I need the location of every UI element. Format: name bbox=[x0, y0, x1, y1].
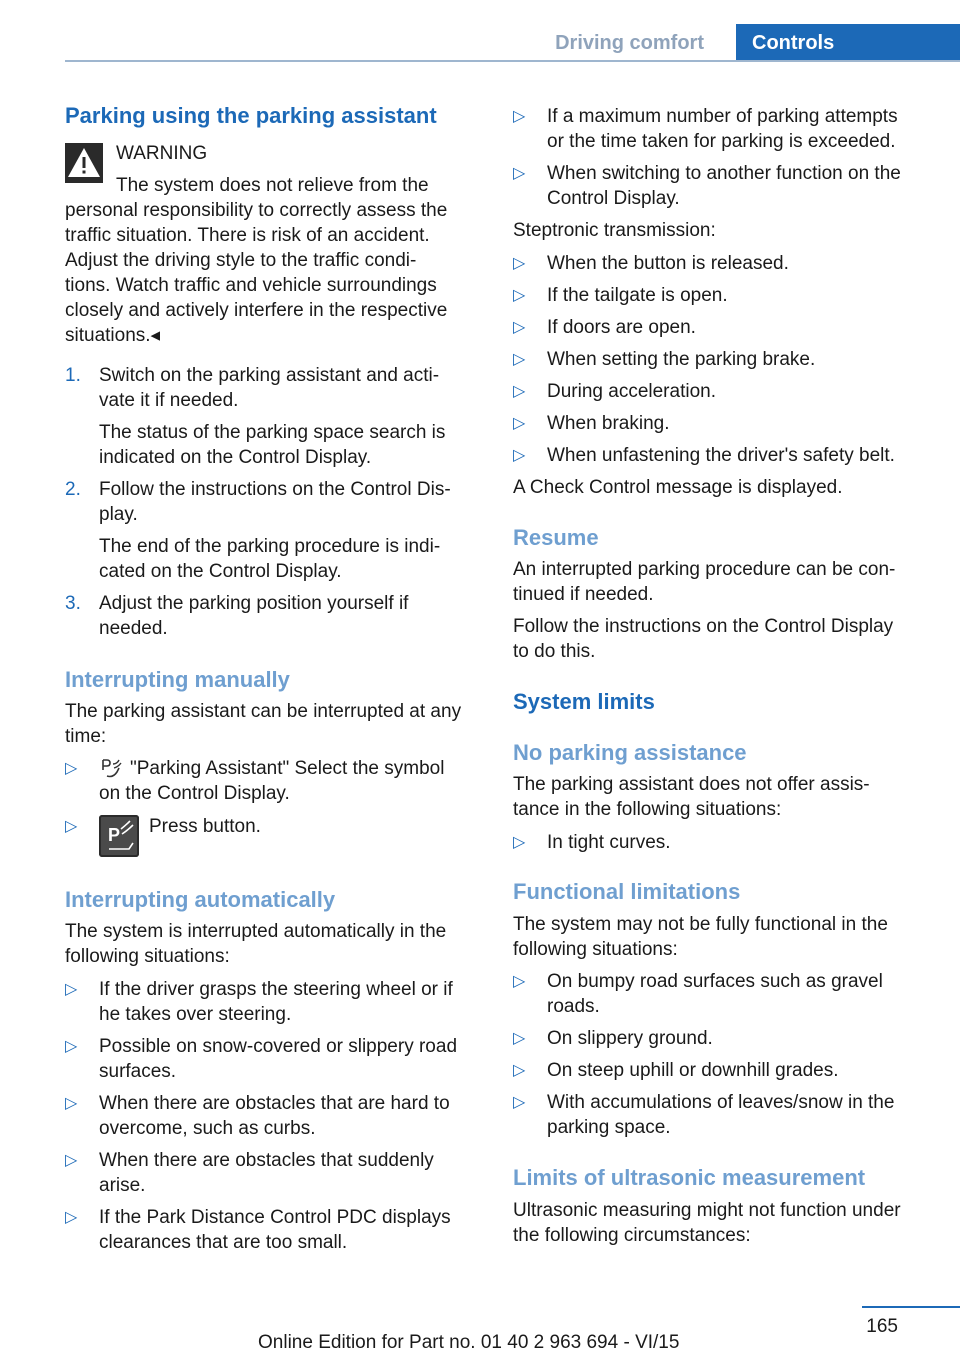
steptronic-item: When setting the parking brake. bbox=[547, 349, 816, 370]
auto-item: he takes over steering. bbox=[99, 1004, 292, 1025]
triangle-bullet-icon: ▷ bbox=[513, 447, 526, 464]
ultrasonic-text: Ultrasonic measuring might not function under bbox=[513, 1200, 901, 1221]
triangle-bullet-icon: ▷ bbox=[513, 1094, 526, 1111]
cont-item: When switching to another function on the bbox=[547, 163, 901, 184]
manual-intro: time: bbox=[65, 726, 107, 747]
no-assist-text: tance in the following situations: bbox=[513, 799, 782, 820]
triangle-bullet-icon: ▷ bbox=[65, 1209, 78, 1226]
step-note: The end of the parking procedure is indi- bbox=[99, 536, 441, 557]
auto-item: clearances that are too small. bbox=[99, 1232, 348, 1253]
steptronic-item: If doors are open. bbox=[547, 317, 696, 338]
step-number: 2. bbox=[65, 479, 81, 500]
svg-text:P: P bbox=[108, 825, 121, 845]
step-text: Adjust the parking position yourself if bbox=[99, 593, 409, 614]
resume-text: tinued if needed. bbox=[513, 584, 654, 605]
parking-assistant-icon bbox=[99, 758, 123, 780]
warning-text: tions. Watch traffic and vehicle surroundings bbox=[65, 275, 437, 296]
resume-text: An interrupted parking procedure can be con- bbox=[513, 559, 896, 580]
step-text: needed. bbox=[99, 618, 168, 639]
auto-item: overcome, such as curbs. bbox=[99, 1118, 316, 1139]
step-note: indicated on the Control Display. bbox=[99, 447, 372, 468]
auto-heading: Interrupting automatically bbox=[65, 887, 336, 912]
manual-item-text: Press button. bbox=[149, 816, 261, 837]
header-rule bbox=[65, 60, 960, 62]
cont-item: If a maximum number of parking attempts bbox=[547, 106, 898, 127]
manual-intro: The parking assistant can be interrupted at any bbox=[65, 701, 462, 722]
step-text: Follow the instructions on the Control Dis- bbox=[99, 479, 451, 500]
warning-triangle-icon bbox=[65, 143, 103, 183]
auto-intro: following situations: bbox=[65, 946, 230, 967]
warning-label: WARNING bbox=[116, 143, 208, 164]
func-item: parking space. bbox=[547, 1117, 671, 1138]
no-assist-item: In tight curves. bbox=[547, 832, 671, 853]
steptronic-item: During acceleration. bbox=[547, 381, 716, 402]
auto-item: When there are obstacles that are hard to bbox=[99, 1093, 450, 1114]
triangle-bullet-icon: ▷ bbox=[65, 1095, 78, 1112]
triangle-bullet-icon: ▷ bbox=[65, 818, 78, 835]
triangle-bullet-icon: ▷ bbox=[65, 1038, 78, 1055]
step-text: Switch on the parking assistant and acti- bbox=[99, 365, 440, 386]
edition-text: Online Edition for Part no. 01 40 2 963 694 - VI/15 bbox=[258, 1332, 680, 1353]
step-note: cated on the Control Display. bbox=[99, 561, 342, 582]
section-title: Parking using the parking assistant bbox=[65, 103, 437, 128]
auto-item: surfaces. bbox=[99, 1061, 177, 1082]
triangle-bullet-icon: ▷ bbox=[65, 760, 78, 777]
pdc-button-icon bbox=[99, 815, 139, 857]
step-number: 1. bbox=[65, 365, 81, 386]
system-limits-heading: System limits bbox=[513, 689, 655, 714]
triangle-bullet-icon: ▷ bbox=[513, 973, 526, 990]
manual-heading: Interrupting manually bbox=[65, 667, 290, 692]
resume-text: Follow the instructions on the Control Display bbox=[513, 616, 894, 637]
steptronic-item: When unfastening the driver's safety belt. bbox=[547, 445, 895, 466]
no-assist-heading: No parking assistance bbox=[513, 740, 747, 765]
step-text: vate it if needed. bbox=[99, 390, 239, 411]
resume-heading: Resume bbox=[513, 525, 599, 550]
ultrasonic-text: the following circumstances: bbox=[513, 1225, 751, 1246]
auto-item: Possible on snow-covered or slippery road bbox=[99, 1036, 458, 1057]
triangle-bullet-icon: ▷ bbox=[513, 1062, 526, 1079]
resume-text: to do this. bbox=[513, 641, 596, 662]
no-assist-text: The parking assistant does not offer assis- bbox=[513, 774, 870, 795]
check-control-text: A Check Control message is displayed. bbox=[513, 477, 843, 498]
ultrasonic-heading: Limits of ultrasonic measurement bbox=[513, 1165, 866, 1190]
auto-item: If the driver grasps the steering wheel or if bbox=[99, 979, 453, 1000]
triangle-bullet-icon: ▷ bbox=[513, 287, 526, 304]
triangle-bullet-icon: ▷ bbox=[513, 351, 526, 368]
warning-text: Adjust the driving style to the traffic condi- bbox=[65, 250, 417, 271]
steptronic-item: If the tailgate is open. bbox=[547, 285, 728, 306]
triangle-bullet-icon: ▷ bbox=[513, 165, 526, 182]
step-text: play. bbox=[99, 504, 138, 525]
triangle-bullet-icon: ▷ bbox=[513, 1030, 526, 1047]
triangle-bullet-icon: ▷ bbox=[65, 981, 78, 998]
warning-text: personal responsibility to correctly assess the bbox=[65, 200, 448, 221]
manual-item-text: "Parking Assistant" Select the symbol bbox=[130, 758, 445, 779]
triangle-bullet-icon: ▷ bbox=[513, 834, 526, 851]
warning-text: The system does not relieve from the bbox=[116, 175, 429, 196]
manual-item-text: on the Control Display. bbox=[99, 783, 290, 804]
page-number: 165 bbox=[866, 1316, 898, 1337]
triangle-bullet-icon: ▷ bbox=[513, 255, 526, 272]
functional-limitations-heading: Functional limitations bbox=[513, 879, 741, 904]
func-text: The system may not be fully functional in the bbox=[513, 914, 888, 935]
func-item: On steep uphill or downhill grades. bbox=[547, 1060, 839, 1081]
auto-item: If the Park Distance Control PDC displays bbox=[99, 1207, 451, 1228]
func-item: With accumulations of leaves/snow in the bbox=[547, 1092, 895, 1113]
steptronic-label: Steptronic transmission: bbox=[513, 220, 716, 241]
triangle-bullet-icon: ▷ bbox=[65, 1152, 78, 1169]
auto-item: arise. bbox=[99, 1175, 146, 1196]
warning-text: traffic situation. There is risk of an accident. bbox=[65, 225, 430, 246]
func-text: following situations: bbox=[513, 939, 678, 960]
func-item: On bumpy road surfaces such as gravel bbox=[547, 971, 883, 992]
cont-item: Control Display. bbox=[547, 188, 680, 209]
step-number: 3. bbox=[65, 593, 81, 614]
auto-item: When there are obstacles that suddenly bbox=[99, 1150, 434, 1171]
footer-rule bbox=[862, 1306, 960, 1308]
triangle-bullet-icon: ▷ bbox=[513, 319, 526, 336]
func-item: roads. bbox=[547, 996, 600, 1017]
header-section: Driving comfort bbox=[555, 32, 704, 54]
warning-text: situations.◂ bbox=[65, 325, 161, 346]
steptronic-item: When braking. bbox=[547, 413, 670, 434]
triangle-bullet-icon: ▷ bbox=[513, 383, 526, 400]
triangle-bullet-icon: ▷ bbox=[513, 415, 526, 432]
steptronic-item: When the button is released. bbox=[547, 253, 789, 274]
header-chapter: Controls bbox=[736, 24, 960, 62]
func-item: On slippery ground. bbox=[547, 1028, 713, 1049]
warning-text: closely and actively interfere in the respective bbox=[65, 300, 448, 321]
step-note: The status of the parking space search is bbox=[99, 422, 446, 443]
auto-intro: The system is interrupted automatically in the bbox=[65, 921, 447, 942]
triangle-bullet-icon: ▷ bbox=[513, 108, 526, 125]
cont-item: or the time taken for parking is exceeded. bbox=[547, 131, 896, 152]
